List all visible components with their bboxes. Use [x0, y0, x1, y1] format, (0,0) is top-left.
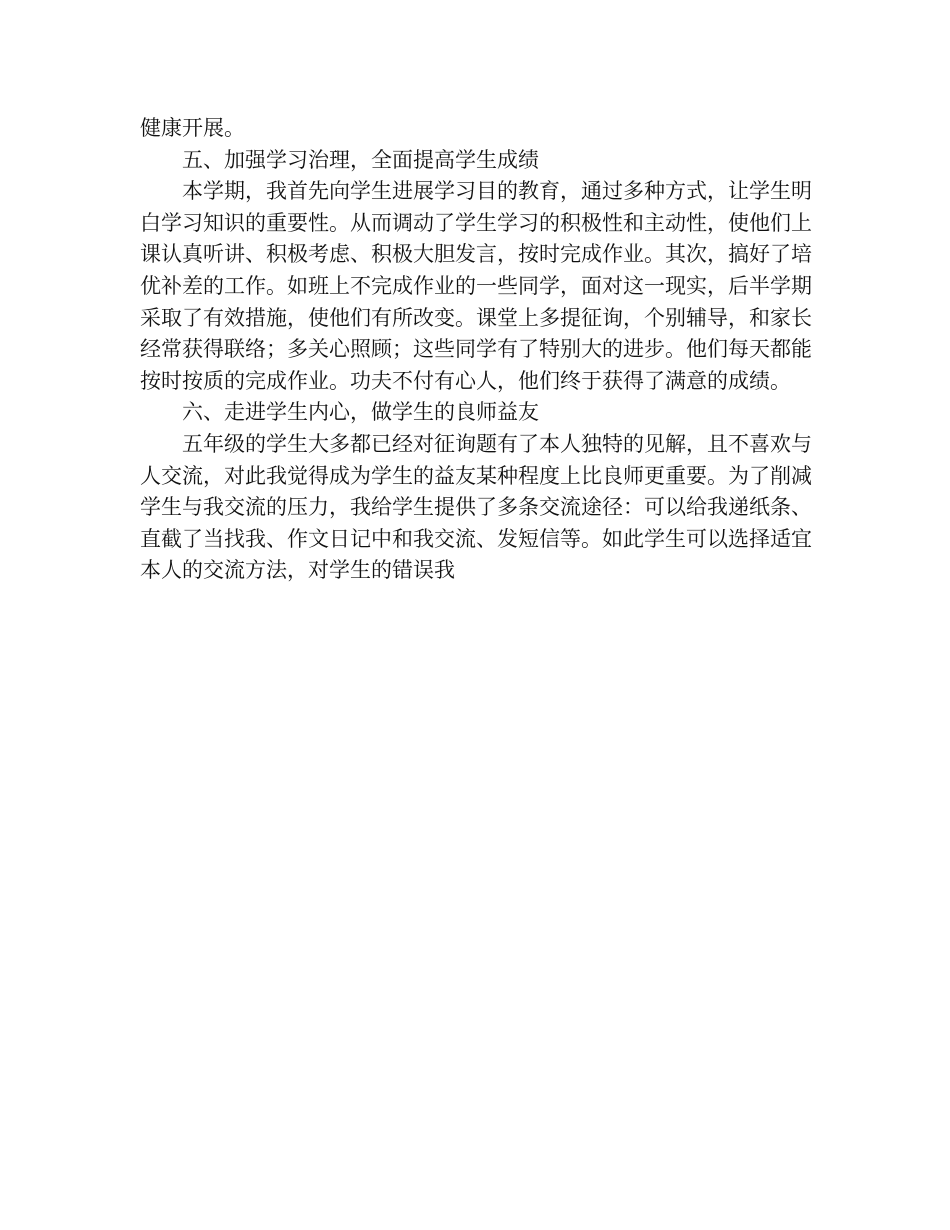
section-heading-six: 六、走进学生内心，做学生的良师益友 [182, 400, 539, 425]
paragraph-study-management: 本学期，我首先向学生进展学习目的教育，通过多种方式，让学生明白学习知识的重要性。从而调动了学生学习的积极性和主动性，使他们上课认真听讲、积极考虑、积极大胆发言，按时完成作业。其次，搞好了培优补差的工作。如班上不完成作业的一些同学，面对这一现实，后半学期采取了有效措施，使他们有所改变。课堂上多提征询，个别辅导，和家长经常获得联络；多关心照顾；这些同学有了特别大的进步。他们每天都能按时按质的完成作业。功夫不付有心人，他们终于获得了满意的成绩。 [140, 179, 812, 393]
paragraph-continuation: 健康开展。 [140, 116, 245, 140]
document-body [140, 113, 812, 587]
paragraph-student-friend: 五年级的学生大多都已经对征询题有了本人独特的见解，且不喜欢与人交流，对此我觉得成为学生的益友某种程度上比良师更重要。为了削减学生与我交流的压力，我给学生提供了多条交流途径：可以给我递纸条、直截了当找我、作文日记中和我交流、发短信等。如此学生可以选择适宜本人的交流方法，对学生的错误我 [140, 431, 812, 583]
section-heading-five: 五、加强学习治理，全面提高学生成绩 [182, 147, 539, 172]
